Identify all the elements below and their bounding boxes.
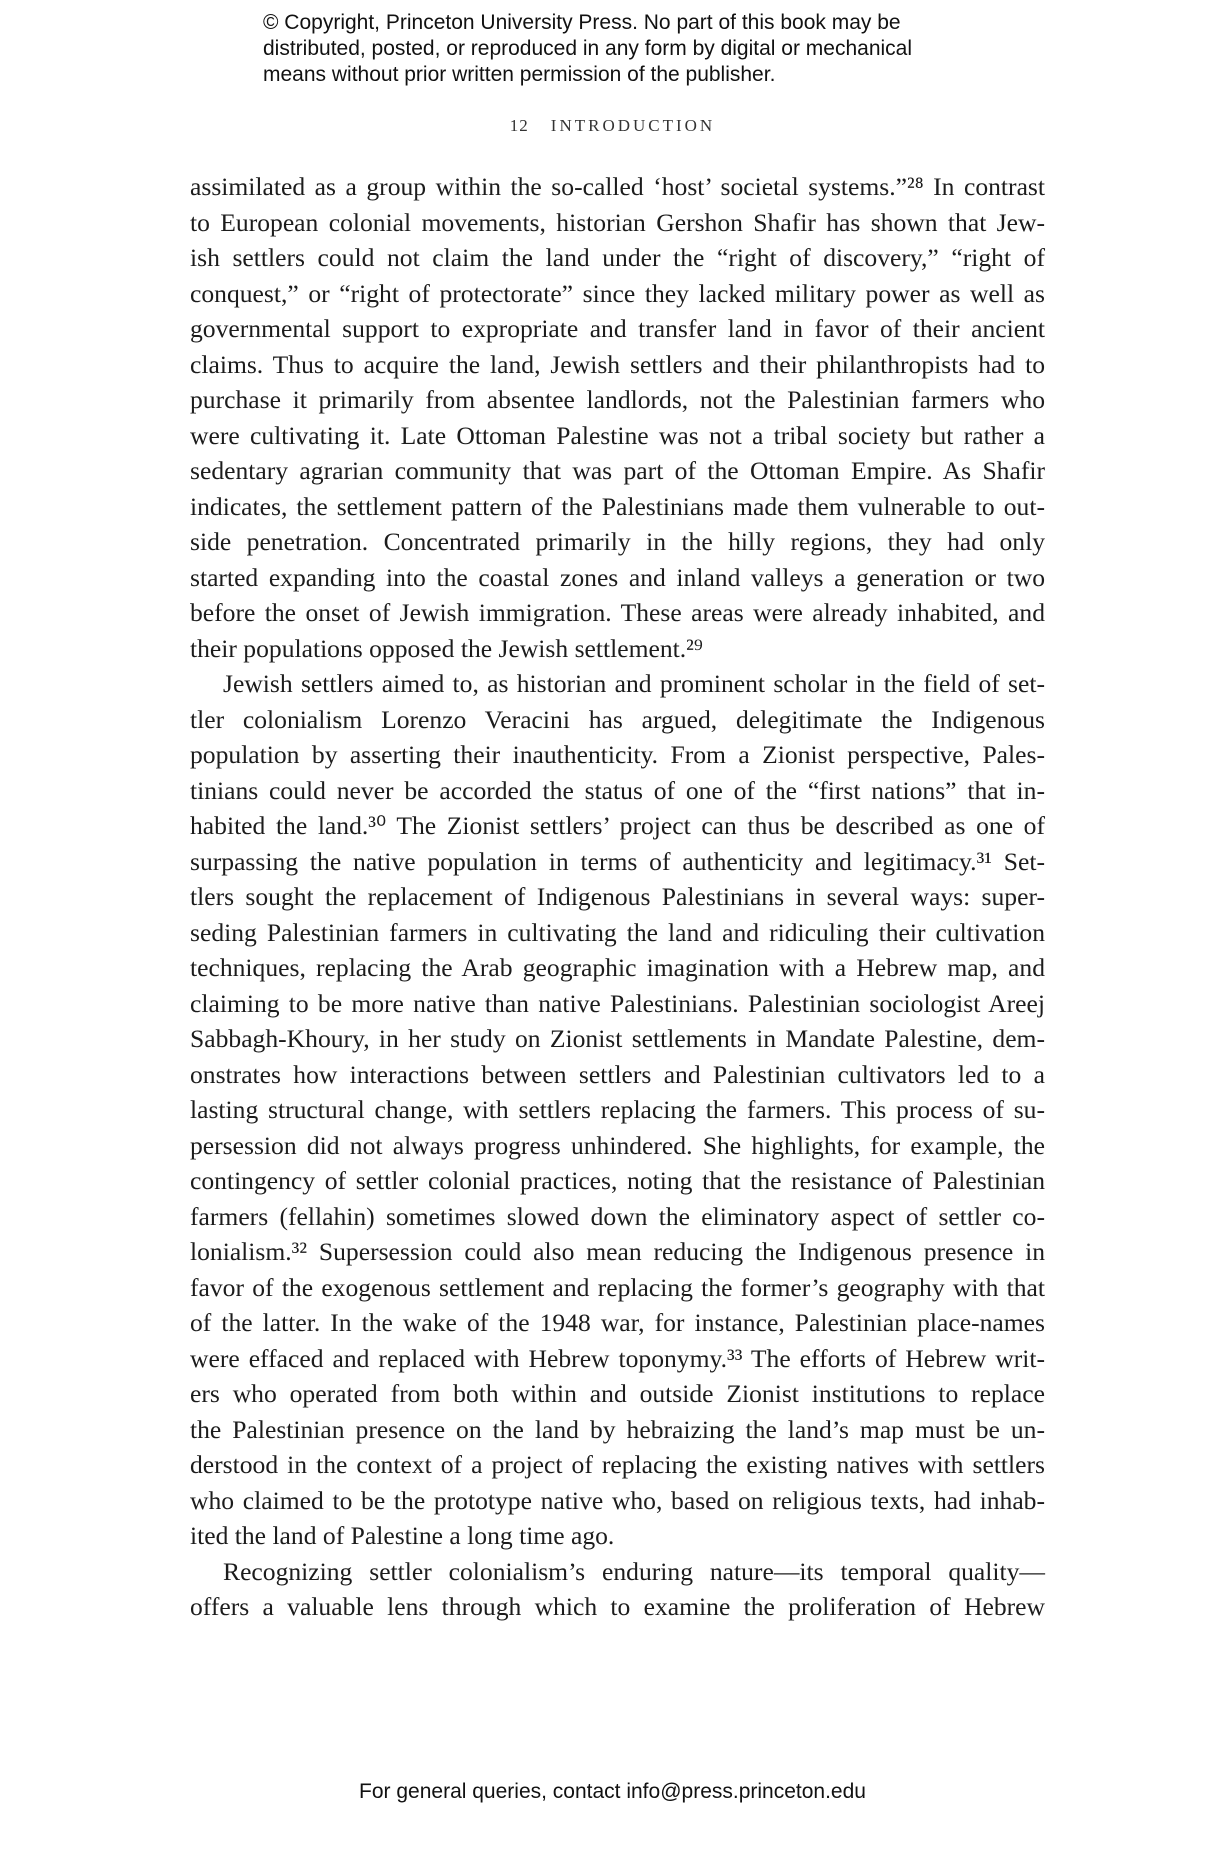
text-line: surpassing the native population in terms of authenticity and legitimacy.³¹ Set- bbox=[190, 846, 1045, 876]
text-line: who claimed to be the prototype native who, based on religious texts, had inhab- bbox=[190, 1485, 1045, 1515]
paragraph bbox=[190, 666, 1045, 1554]
text-line: habited the land.³⁰ The Zionist settlers’ project can thus be described as one of bbox=[190, 811, 1045, 840]
running-head bbox=[0, 116, 1225, 136]
text-line: tler colonialism Lorenzo Veracini has argued, delegitimate the Indigenous bbox=[190, 704, 1045, 734]
body-text bbox=[190, 169, 1045, 1625]
text-line: lonialism.³² Supersession could also mean reducing the Indigenous presence in bbox=[190, 1237, 1045, 1266]
text-line: were effaced and replaced with Hebrew toponymy.³³ The efforts of Hebrew writ- bbox=[190, 1343, 1045, 1373]
text-line: persession did not always progress unhindered. She highlights, for example, the bbox=[190, 1130, 1045, 1160]
paragraph bbox=[190, 1554, 1045, 1625]
copyright-notice bbox=[263, 10, 983, 88]
text-line: their populations opposed the Jewish settlement.²⁹ bbox=[190, 633, 703, 663]
footer-contact: For general queries, contact info@press.princeton.edu bbox=[359, 1780, 866, 1803]
text-line: to European colonial movements, historian Gershon Shafir has shown that Jew- bbox=[190, 207, 1045, 237]
text-line: of the latter. In the wake of the 1948 war, for instance, Palestinian place-names bbox=[190, 1308, 1045, 1337]
chapter-title: INTRODUCTION bbox=[550, 116, 716, 135]
text-line: tlers sought the replacement of Indigenous Palestinians in several ways: super- bbox=[190, 882, 1045, 911]
text-line: Jewish settlers aimed to, as historian and prominent scholar in the field of set- bbox=[223, 669, 1045, 698]
text-line: favor of the exogenous settlement and replacing the former’s geography with that bbox=[190, 1272, 1045, 1302]
paragraph bbox=[190, 169, 1045, 666]
text-line: were cultivating it. Late Ottoman Palestine was not a tribal society but rather a bbox=[190, 420, 1045, 450]
text-line: seding Palestinian farmers in cultivating the land and ridiculing their cultivation bbox=[190, 917, 1045, 947]
text-line: farmers (fellahin) sometimes slowed down the eliminatory aspect of settler co- bbox=[190, 1201, 1045, 1231]
text-line: tinians could never be accorded the status of one of the “first nations” that in- bbox=[190, 775, 1045, 805]
text-line: derstood in the context of a project of replacing the existing natives with settlers bbox=[190, 1450, 1045, 1479]
text-line: assimilated as a group within the so-called ‘host’ societal systems.”²⁸ In contrast bbox=[190, 172, 1045, 201]
text-line: claims. Thus to acquire the land, Jewish settlers and their philanthropists had to bbox=[190, 349, 1045, 379]
page-number: 12 bbox=[509, 116, 529, 135]
text-line: Recognizing settler colonialism’s enduring nature—its temporal quality— bbox=[223, 1556, 1045, 1586]
text-line: side penetration. Concentrated primarily in the hilly regions, they had only bbox=[190, 527, 1045, 556]
text-line: onstrates how interactions between settlers and Palestinian cultivators led to a bbox=[190, 1059, 1045, 1089]
copyright-line: © Copyright, Princeton University Press. No part of this book may be bbox=[263, 11, 901, 34]
text-line: purchase it primarily from absentee landlords, not the Palestinian farmers who bbox=[190, 385, 1045, 414]
text-line: the Palestinian presence on the land by hebraizing the land’s map must be un- bbox=[190, 1414, 1045, 1444]
text-line: ers who operated from both within and outside Zionist institutions to replace bbox=[190, 1379, 1045, 1408]
text-line: sedentary agrarian community that was part of the Ottoman Empire. As Shafir bbox=[190, 456, 1045, 485]
text-line: contingency of settler colonial practices, noting that the resistance of Palestinian bbox=[190, 1166, 1045, 1195]
text-line: population by asserting their inauthenticity. From a Zionist perspective, Pales- bbox=[190, 740, 1045, 769]
copyright-line: means without prior written permission of the publisher. bbox=[263, 63, 776, 86]
text-line: ited the land of Palestine a long time ago. bbox=[190, 1521, 615, 1550]
text-line: governmental support to expropriate and transfer land in favor of their ancient bbox=[190, 314, 1045, 343]
text-line: started expanding into the coastal zones and inland valleys a generation or two bbox=[190, 562, 1045, 592]
text-line: claiming to be more native than native Palestinians. Palestinian sociologist Areej bbox=[190, 988, 1045, 1018]
text-line: conquest,” or “right of protectorate” since they lacked military power as well as bbox=[190, 278, 1045, 308]
text-line: before the onset of Jewish immigration. These areas were already inhabited, and bbox=[190, 598, 1045, 627]
text-line: techniques, replacing the Arab geographic imagination with a Hebrew map, and bbox=[190, 953, 1045, 982]
text-line: offers a valuable lens through which to examine the proliferation of Hebrew bbox=[190, 1592, 1045, 1621]
text-line: ish settlers could not claim the land under the “right of discovery,” “right of bbox=[190, 243, 1045, 272]
text-line: indicates, the settlement pattern of the Palestinians made them vulnerable to out- bbox=[190, 491, 1045, 521]
text-line: lasting structural change, with settlers replacing the farmers. This process of su- bbox=[190, 1095, 1045, 1124]
copyright-line: distributed, posted, or reproduced in any form by digital or mechanical bbox=[263, 37, 913, 60]
text-line: Sabbagh-Khoury, in her study on Zionist settlements in Mandate Palestine, dem- bbox=[190, 1024, 1045, 1053]
